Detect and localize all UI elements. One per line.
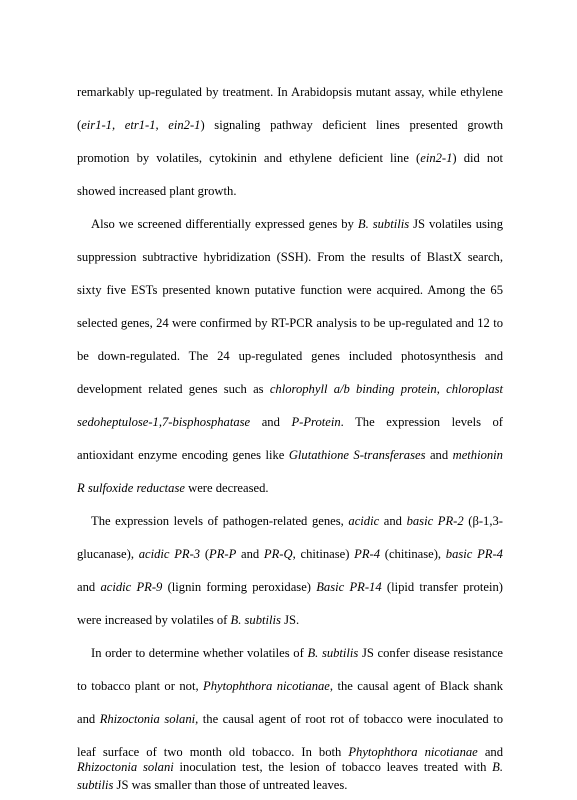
text-line: R sulfoxide reductase were decreased. [77, 481, 269, 495]
text-line: and Rhizoctonia solani, the causal agent of root rot of tobacco were inoculated to [77, 712, 503, 726]
text-line: The expression levels of pathogen-related genes, acidic and basic PR-2 (β-1,3- [91, 514, 503, 528]
text-span: inoculation test, the lesion of tobacco leaves treated with [173, 760, 493, 774]
text-line: to tobacco plant or not, Phytophthora nicotianae, the causal agent of Black shank [77, 679, 503, 693]
text-line: showed increased plant growth. [77, 184, 237, 198]
text-line [77, 760, 503, 775]
italic-text: B. [492, 760, 503, 774]
italic-text: subtilis [77, 778, 114, 792]
text-line: suppression subtractive hybridization (SSH). From the results of BlastX search, [77, 250, 503, 264]
text-line: In order to determine whether volatiles of B. subtilis JS confer disease resistance [91, 646, 504, 660]
text-line: promotion by volatiles, cytokinin and ethylene deficient line (ein2-1) did not [77, 151, 504, 165]
text-line: and acidic PR-9 (lignin forming peroxidase) Basic PR-14 (lipid transfer protein) [77, 580, 503, 594]
text-line: development related genes such as chlorophyll a/b binding protein, chloroplast [77, 382, 504, 396]
text-line [77, 778, 503, 793]
text-line: Also we screened differentially expressed genes by B. subtilis JS volatiles using [91, 217, 503, 231]
text-line: remarkably up-regulated by treatment. In Arabidopsis mutant assay, while ethylene [77, 85, 503, 99]
text-line: antioxidant enzyme encoding genes like Glutathione S-transferases and methionin [77, 448, 503, 462]
text-line: leaf surface of two month old tobacco. In both Phytophthora nicotianae and [77, 745, 503, 759]
text-span: JS was smaller than those of untreated leaves. [113, 778, 348, 792]
text-line: sixty five ESTs presented known putative function were acquired. Among the 65 [77, 283, 503, 297]
text-line: glucanase), acidic PR-3 (PR-P and PR-Q, chitinase) PR-4 (chitinase), basic PR-4 [77, 547, 503, 561]
text-line: selected genes, 24 were confirmed by RT-PCR analysis to be up-regulated and 12 to [77, 316, 503, 330]
text-line: be down-regulated. The 24 up-regulated genes included photosynthesis and [77, 349, 503, 363]
text-line: were increased by volatiles of B. subtilis JS. [77, 613, 300, 627]
italic-text: Rhizoctonia solani [77, 760, 174, 774]
text-line: sedoheptulose-1,7-bisphosphatase and P-Protein. The expression levels of [77, 415, 504, 429]
text-line: (eir1-1, etr1-1, ein2-1) signaling pathway deficient lines presented growth [77, 118, 504, 132]
